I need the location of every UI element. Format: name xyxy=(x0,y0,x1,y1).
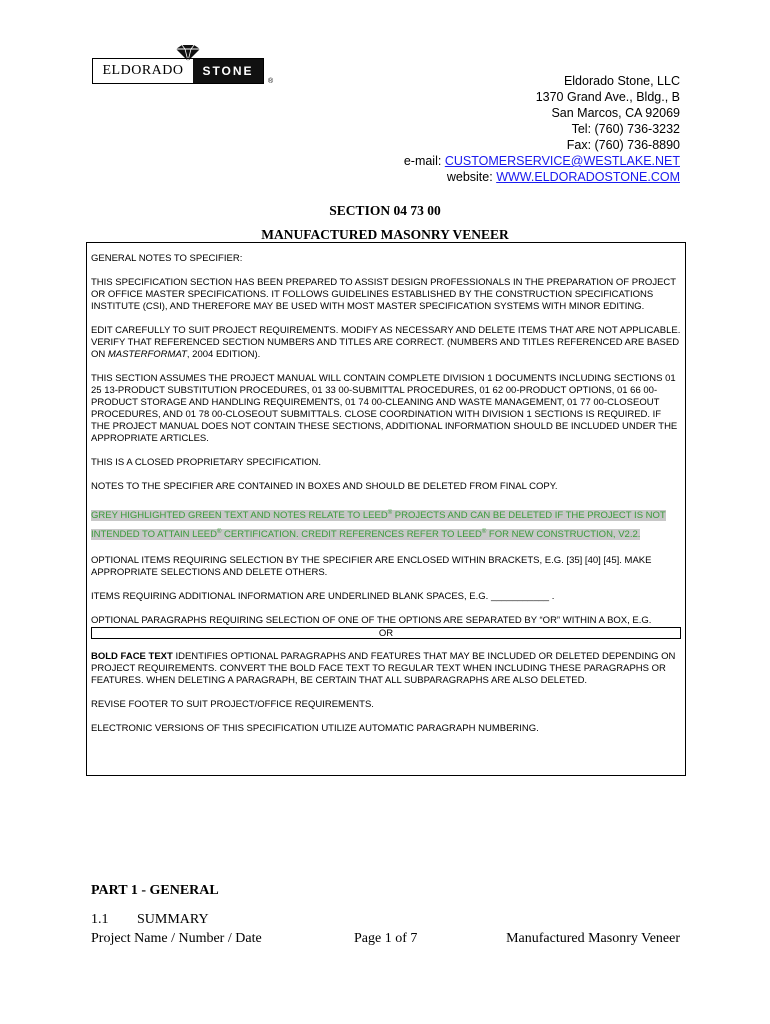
email-line xyxy=(404,153,680,169)
section-title: MANUFACTURED MASONRY VENEER xyxy=(261,227,509,242)
fax: Fax: (760) 736-8890 xyxy=(566,138,680,152)
company-address xyxy=(404,73,680,185)
logo-registered-mark: ® xyxy=(268,78,274,85)
website-link[interactable]: WWW.ELDORADOSTONE.COM xyxy=(496,170,680,184)
footer-page-number: Page 1 of 7 xyxy=(354,931,418,946)
notes-paragraph: ITEMS REQUIRING ADDITIONAL INFORMATION ARE UNDERLINED BLANK SPACES, E.G. ___________ . xyxy=(91,591,555,603)
notes-paragraph: THIS IS A CLOSED PROPRIETARY SPECIFICATION. xyxy=(91,457,321,468)
logo-wordmark xyxy=(92,58,264,84)
notes-paragraph: BOLD FACE TEXT IDENTIFIES OPTIONAL PARAGRAPHS AND FEATURES THAT MAY BE INCLUDED OR DELETED DEPENDING ON PROJECT REQUIREMENTS. CONVERT THE BOLD FACE TEXT TO REGULAR TEXT WHEN INCLUDING THESE PARAGRAPHS OR FEATURES. WHEN DELETING A PARAGRAPH, BE CERTAIN THAT ALL SUBPARAGRAPHS ARE ALSO DELETED. xyxy=(91,651,676,687)
street-address: 1370 Grand Ave., Bldg., B xyxy=(535,90,680,104)
notes-paragraph: THIS SPECIFICATION SECTION HAS BEEN PREPARED TO ASSIST DESIGN PROFESSIONALS IN THE PREPARATION OF PROJECT OR OFFICE MASTER SPECIFICATIONS. IT FOLLOWS GUIDELINES ESTABLISHED BY THE CONSTRUCTION SPECIFICATIONS INSTITUTE (CSI), AND THEREFORE MAY BE USED WITH MOST MASTER SPECIFICATION SYSTEMS WITH MINOR EDITING. xyxy=(91,277,676,312)
eldorado-stone-logo xyxy=(92,44,280,90)
notes-paragraph: EDIT CAREFULLY TO SUIT PROJECT REQUIREMENTS. MODIFY AS NECESSARY AND DELETE ITEMS THAT ARE NOT APPLICABLE. VERIFY THAT REFERENCED SECTION NUMBERS AND TITLES ARE CORRECT. (NUMBERS AND TITLES REFERENCED ARE BASED ON MASTERFORMAT, 2004 EDITION). xyxy=(91,325,681,360)
summary-heading xyxy=(91,912,209,928)
specifier-notes-box xyxy=(86,242,686,776)
website-label: website: xyxy=(446,170,497,184)
logo-word-stone: STONE xyxy=(193,59,263,83)
notes-paragraph: ELECTRONIC VERSIONS OF THIS SPECIFICATION UTILIZE AUTOMATIC PARAGRAPH NUMBERING. xyxy=(91,723,539,735)
city-line: San Marcos, CA 92069 xyxy=(551,106,680,120)
website-line xyxy=(404,169,680,185)
notes-paragraph: OPTIONAL PARAGRAPHS REQUIRING SELECTION OF ONE OF THE OPTIONS ARE SEPARATED BY “OR” WITHIN A BOX, E.G. xyxy=(91,615,652,627)
company-name: Eldorado Stone, LLC xyxy=(563,74,680,88)
notes-paragraph: THIS SECTION ASSUMES THE PROJECT MANUAL WILL CONTAIN COMPLETE DIVISION 1 DOCUMENTS INCLUDING SECTIONS 01 25 13-PRODUCT SUBSTITUTION PROCEDURES, 01 33 00-SUBMITTAL PROCEDURES, 01 62 00-PRODUCT OPTIONS, 01 66 00-PRODUCT STORAGE AND HANDLING REQUIREMENTS, 01 74 00-CLEANING AND WASTE MANAGEMENT, 01 77 00-CLOSEOUT PROCEDURES, AND 01 78 00-CLOSEOUT SUBMITTALS. CLOSE COORDINATION WITH DIVISION 1 SECTIONS IS REQUIRED. IF THE PROJECT MANUAL DOES NOT CONTAIN THESE SECTIONS, ADDITIONAL INFORMATION SHOULD BE INCLUDED UNDER THE APPROPRIATE ARTICLES. xyxy=(91,373,678,444)
notes-paragraph: OPTIONAL ITEMS REQUIRING SELECTION BY THE SPECIFIER ARE ENCLOSED WITHIN BRACKETS, E.G. [35] [40] [45]. MAKE APPROPRIATE SELECTIONS AND DELETE OTHERS. xyxy=(91,555,652,579)
logo-word-eldorado: ELDORADO xyxy=(102,63,184,78)
telephone: Tel: (760) 736-3232 xyxy=(571,122,680,136)
notes-heading: GENERAL NOTES TO SPECIFIER: xyxy=(91,253,243,264)
footer-project-info: Project Name / Number / Date xyxy=(91,931,262,946)
summary-label: SUMMARY xyxy=(137,912,209,927)
notes-paragraph: REVISE FOOTER TO SUIT PROJECT/OFFICE REQUIREMENTS. xyxy=(91,699,374,711)
summary-number: 1.1 xyxy=(91,912,109,927)
email-link[interactable]: CUSTOMERSERVICE@WESTLAKE.NET xyxy=(444,154,680,168)
section-number: SECTION 04 73 00 xyxy=(329,203,441,218)
leed-note-highlighted: GREY HIGHLIGHTED GREEN TEXT AND NOTES RELATE TO LEED® PROJECTS AND CAN BE DELETED IF THE PROJECT IS NOT INTENDED TO ATTAIN LEED® CERTIFICATION. CREDIT REFERENCES REFER TO LEED® FOR NEW CONSTRUCTION, V2.2. xyxy=(91,510,666,541)
notes-paragraph: NOTES TO THE SPECIFIER ARE CONTAINED IN BOXES AND SHOULD BE DELETED FROM FINAL COPY. xyxy=(91,481,558,492)
email-label: e-mail: xyxy=(403,154,445,168)
or-separator-box: OR xyxy=(91,627,681,639)
footer-section-name: Manufactured Masonry Veneer xyxy=(506,931,680,946)
part-heading: PART 1 - GENERAL xyxy=(91,883,219,898)
